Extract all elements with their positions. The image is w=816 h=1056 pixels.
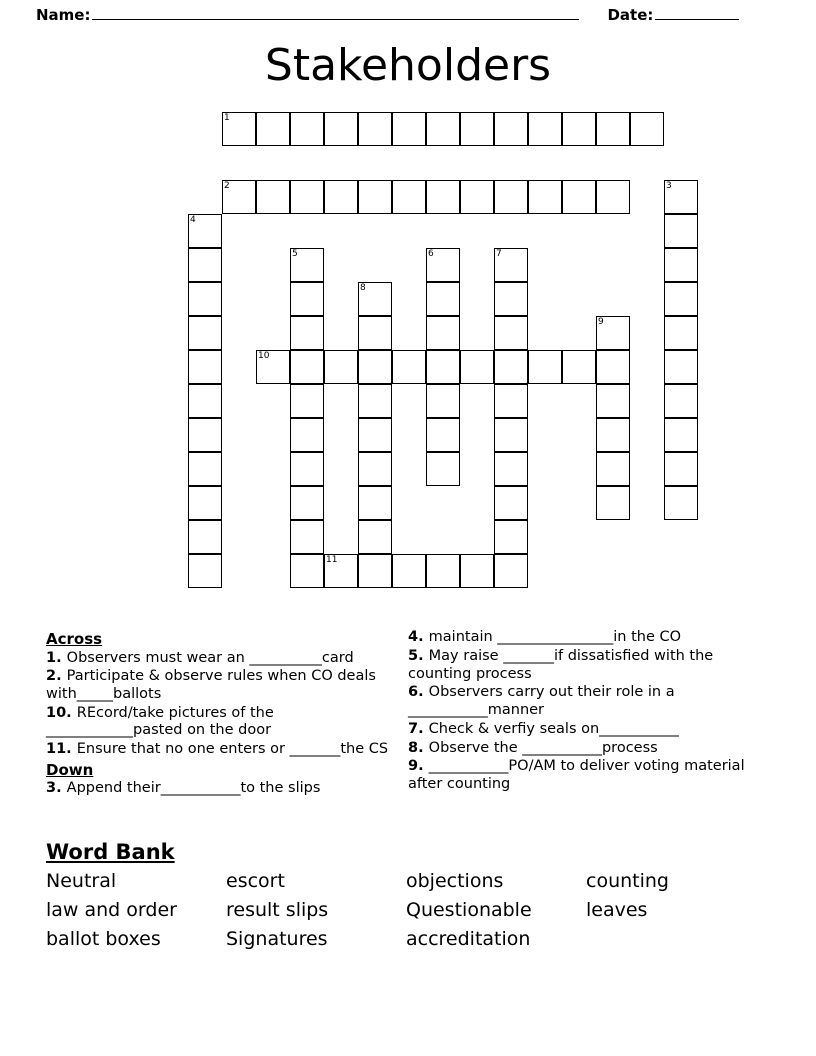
grid-cell-number: 3 <box>666 181 672 192</box>
grid-cell[interactable] <box>562 180 596 214</box>
word-bank-word: objections <box>406 870 504 892</box>
grid-cell[interactable] <box>426 316 460 350</box>
grid-cell[interactable] <box>188 520 222 554</box>
grid-cell[interactable] <box>562 350 596 384</box>
clue-item <box>46 705 398 740</box>
grid-cell[interactable] <box>596 112 630 146</box>
clue-item <box>408 684 768 719</box>
clue-text: REcord/take pictures of the ____________pasted on the door <box>46 704 274 739</box>
clue-text: ___________PO/AM to deliver voting material after counting <box>408 758 745 792</box>
clue-item <box>46 650 398 668</box>
page-title: Stakeholders <box>264 40 552 91</box>
clue-number: 1. <box>46 649 67 666</box>
clue-item <box>408 740 768 758</box>
crossword-grid[interactable] <box>36 106 780 626</box>
grid-cell[interactable] <box>664 418 698 452</box>
grid-cell[interactable] <box>494 316 528 350</box>
grid-cell[interactable] <box>460 180 494 214</box>
clue-number: 3. <box>46 780 67 797</box>
grid-cell[interactable] <box>664 316 698 350</box>
grid-cell[interactable] <box>358 316 392 350</box>
clues-column-left <box>46 628 398 798</box>
clue-number: 9. <box>408 758 429 775</box>
grid-cell[interactable] <box>290 418 324 452</box>
grid-cell[interactable] <box>290 282 324 316</box>
grid-cell[interactable] <box>596 350 630 384</box>
grid-cell[interactable] <box>426 418 460 452</box>
grid-cell[interactable] <box>188 282 222 316</box>
grid-cell[interactable] <box>494 486 528 520</box>
grid-cell[interactable] <box>664 248 698 282</box>
grid-cell-number: 9 <box>598 317 604 328</box>
grid-cell[interactable] <box>188 486 222 520</box>
grid-cell[interactable] <box>460 112 494 146</box>
grid-cell[interactable] <box>222 180 256 214</box>
grid-cell[interactable] <box>494 520 528 554</box>
grid-cell[interactable] <box>290 452 324 486</box>
word-bank-title: Word Bank <box>46 840 175 864</box>
clue-number: 7. <box>408 720 429 737</box>
grid-cell[interactable] <box>188 214 222 248</box>
grid-cell[interactable] <box>290 520 324 554</box>
name-label: Name: <box>36 6 91 24</box>
word-bank-word: accreditation <box>406 928 531 950</box>
grid-cell[interactable] <box>664 384 698 418</box>
grid-cell[interactable] <box>358 384 392 418</box>
clue-text: maintain ________________in the CO <box>428 629 682 646</box>
grid-cell[interactable] <box>630 112 664 146</box>
word-bank-word: leaves <box>586 899 648 921</box>
grid-cell[interactable] <box>188 554 222 588</box>
grid-cell[interactable] <box>494 384 528 418</box>
grid-cell[interactable] <box>188 350 222 384</box>
grid-cell[interactable] <box>426 180 460 214</box>
grid-cell[interactable] <box>664 350 698 384</box>
grid-cell[interactable] <box>358 486 392 520</box>
clue-text: Observers must wear an __________card <box>66 649 354 666</box>
grid-cell[interactable] <box>596 384 630 418</box>
clue-item <box>46 668 398 703</box>
grid-cell[interactable] <box>290 486 324 520</box>
grid-cell[interactable] <box>392 112 426 146</box>
grid-cell[interactable] <box>290 350 324 384</box>
clue-text: Append their___________to the slips <box>66 780 321 797</box>
grid-cell[interactable] <box>188 452 222 486</box>
grid-cell[interactable] <box>358 180 392 214</box>
grid-cell-number: 1 <box>224 113 230 124</box>
grid-cell[interactable] <box>358 282 392 316</box>
grid-cell[interactable] <box>664 452 698 486</box>
clue-text: Ensure that no one enters or _______the CS <box>76 741 389 758</box>
grid-cell[interactable] <box>664 282 698 316</box>
grid-cell[interactable] <box>426 248 460 282</box>
clue-number: 11. <box>46 741 77 758</box>
name-write-line[interactable] <box>92 7 579 20</box>
grid-cell[interactable] <box>290 384 324 418</box>
grid-cell[interactable] <box>528 350 562 384</box>
word-bank-word: counting <box>586 870 669 892</box>
grid-cell[interactable] <box>426 282 460 316</box>
grid-cell-number: 6 <box>428 249 434 260</box>
grid-cell[interactable] <box>358 520 392 554</box>
worksheet-header <box>36 0 780 24</box>
grid-cell[interactable] <box>494 418 528 452</box>
clue-text: Participate & observe rules when CO deals with_____ballots <box>46 668 376 703</box>
grid-cell[interactable] <box>426 452 460 486</box>
grid-cell[interactable] <box>460 554 494 588</box>
grid-cell[interactable] <box>596 452 630 486</box>
grid-cell[interactable] <box>256 180 290 214</box>
grid-cell[interactable] <box>324 554 358 588</box>
grid-cell[interactable] <box>596 316 630 350</box>
grid-cell[interactable] <box>562 112 596 146</box>
grid-cell[interactable] <box>494 452 528 486</box>
clue-text: Observe the ___________process <box>428 739 658 756</box>
grid-cell[interactable] <box>664 486 698 520</box>
grid-cell[interactable] <box>528 112 562 146</box>
grid-cell[interactable] <box>426 554 460 588</box>
grid-cell-number: 5 <box>292 249 298 260</box>
clue-number: 6. <box>408 684 429 701</box>
grid-cell[interactable] <box>290 180 324 214</box>
grid-cell[interactable] <box>596 486 630 520</box>
clues-column-right <box>408 628 768 794</box>
clue-number: 5. <box>408 648 429 665</box>
word-bank-word: law and order <box>46 899 177 921</box>
clue-text: Check & verfiy seals on___________ <box>428 720 679 737</box>
grid-cell[interactable] <box>290 554 324 588</box>
grid-cell[interactable] <box>290 316 324 350</box>
clue-item <box>408 648 768 683</box>
grid-cell[interactable] <box>392 350 426 384</box>
clue-item <box>408 721 768 739</box>
date-write-line[interactable] <box>655 7 739 20</box>
word-bank-list <box>46 870 766 950</box>
grid-cell[interactable] <box>358 350 392 384</box>
grid-cell[interactable] <box>494 180 528 214</box>
grid-cell[interactable] <box>494 248 528 282</box>
grid-cell[interactable] <box>256 112 290 146</box>
grid-cell[interactable] <box>392 180 426 214</box>
grid-cell-number: 4 <box>190 215 196 226</box>
grid-cell-number: 8 <box>360 283 366 294</box>
grid-cell[interactable] <box>426 112 460 146</box>
grid-cell[interactable] <box>290 248 324 282</box>
grid-cell-number: 11 <box>326 555 338 566</box>
grid-cell[interactable] <box>596 180 630 214</box>
grid-cell-number: 10 <box>258 351 270 362</box>
across-heading: Across <box>46 630 103 649</box>
word-bank-word: result slips <box>226 899 329 921</box>
clue-number: 2. <box>46 668 67 685</box>
word-bank-word: Signatures <box>226 928 328 950</box>
grid-cell[interactable] <box>188 384 222 418</box>
grid-cell[interactable] <box>324 112 358 146</box>
grid-cell[interactable] <box>528 180 562 214</box>
grid-cell[interactable] <box>324 180 358 214</box>
word-bank-word: Questionable <box>406 899 532 921</box>
down-heading: Down <box>46 760 94 779</box>
grid-cell[interactable] <box>494 350 528 384</box>
clue-number: 10. <box>46 704 77 721</box>
grid-cell-number: 2 <box>224 181 230 192</box>
date-label: Date: <box>607 6 654 24</box>
grid-cell[interactable] <box>460 350 494 384</box>
grid-cell[interactable] <box>290 112 324 146</box>
grid-cell[interactable] <box>392 554 426 588</box>
clue-number: 4. <box>408 629 429 646</box>
grid-cell[interactable] <box>494 282 528 316</box>
grid-cell[interactable] <box>222 112 256 146</box>
clue-item <box>46 741 398 759</box>
clue-item <box>46 780 398 798</box>
grid-cell[interactable] <box>664 180 698 214</box>
grid-cell[interactable] <box>494 112 528 146</box>
grid-cell[interactable] <box>426 350 460 384</box>
grid-cell[interactable] <box>188 418 222 452</box>
grid-cell[interactable] <box>188 316 222 350</box>
word-bank-word: Neutral <box>46 870 117 892</box>
grid-cell[interactable] <box>256 350 290 384</box>
grid-cell[interactable] <box>596 418 630 452</box>
grid-cell[interactable] <box>426 384 460 418</box>
grid-cell[interactable] <box>358 452 392 486</box>
grid-cell[interactable] <box>358 112 392 146</box>
word-bank-word: escort <box>226 870 285 892</box>
grid-cell[interactable] <box>494 554 528 588</box>
word-bank-word: ballot boxes <box>46 928 161 950</box>
clue-text: May raise _______if dissatisfied with the counting process <box>408 648 714 682</box>
grid-cell[interactable] <box>188 248 222 282</box>
grid-cell-number: 7 <box>496 249 502 260</box>
grid-cell[interactable] <box>324 350 358 384</box>
clue-item <box>408 629 768 647</box>
word-bank <box>46 840 766 950</box>
clue-number: 8. <box>408 739 429 756</box>
grid-cell[interactable] <box>358 418 392 452</box>
clue-item <box>408 758 768 793</box>
clue-text: Observers carry out their role in a ___________manner <box>408 684 675 719</box>
grid-cell[interactable] <box>358 554 392 588</box>
grid-cell[interactable] <box>664 214 698 248</box>
